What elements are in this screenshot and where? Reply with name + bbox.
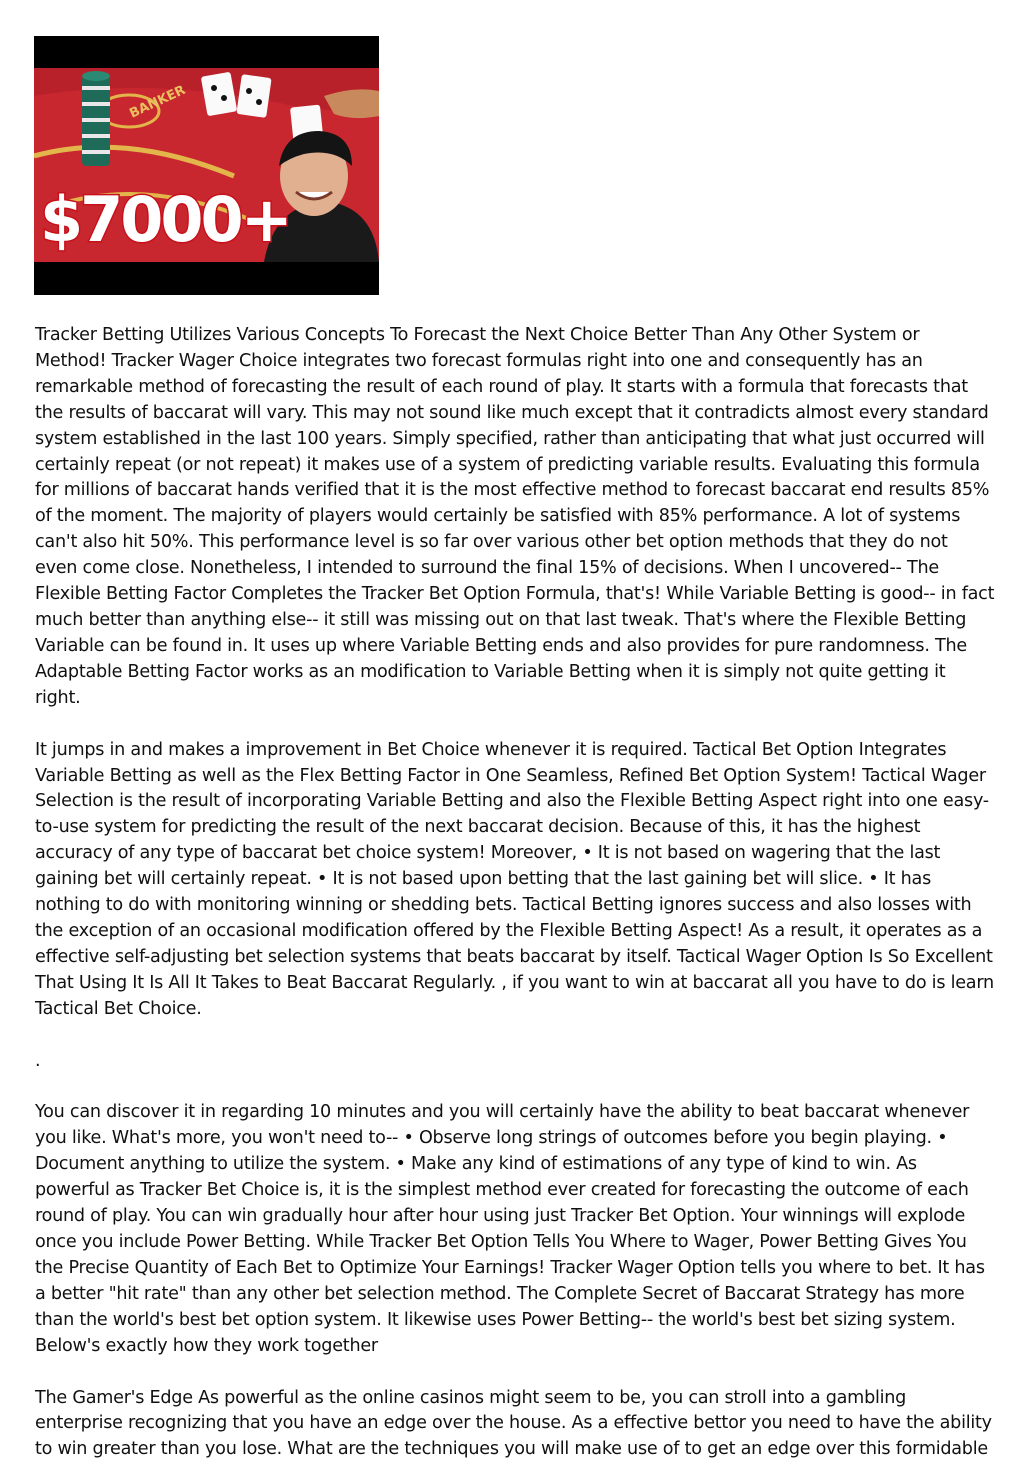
paragraph: Tracker Betting Utilizes Various Concepts To Forecast the Next Choice Better Than Any Other System or Method! Tracker Wager Choice integrates two forecast formulas right into one and consequently has an remarkable method of forecasting the result of each round of play. It starts with a formula that forecasts that the results of baccarat will vary. This may not sound like much except that it contradicts almost every standard system established in the last 100 years. Simply specified, rather than anticipating that what just occurred will certainly repeat (or not repeat) it makes use of a system of predicting variable results. Evaluating this formula for millions of baccarat hands verified that it is the most effective method to forecast baccarat end results 85% of the moment. The majority of players would certainly be satisfied with 85% performance. A lot of systems can't also hit 50%. This performance level is so far over various other bet option methods that they do not even come close. Nonetheless, I intended to surround the final 15% of decisions. When I uncovered-- The Flexible Betting Factor Completes the Tracker Bet Option Formula, that's! While Variable Betting is good-- in fact much better than anything else-- it still was missing out on that last tweak. That's where the Flexible Betting Variable can be found in. It uses up where Variable Betting ends and also provides for pure randomness. The Adaptable Betting Factor works as an modification to Variable Betting when it is simply not quite getting it right. (35, 325, 995, 708)
overlay-amount: $7000+ (40, 183, 290, 256)
paragraph: You can discover it in regarding 10 minutes and you will certainly have the ability to beat baccarat whenever you like. What's more, you won't need to-- • Observe long strings of outcomes before you begin playing. • Document anything to utilize the system. • Make any kind of estimations of any type of kind to win. As powerful as Tracker Bet Choice is, it is the simplest method ever created for forecasting the outcome of each round of play. You can win gradually hour after hour using just Tracker Bet Option. Your winnings will explode once you include Power Betting. While Tracker Bet Option Tells You Where to Wager, Power Betting Gives You the Precise Quantity of Each Bet to Optimize Your Earnings! Tracker Wager Option tells you where to bet. It has a better "hit rate" than any other bet selection method. The Complete Secret of Baccarat Strategy has more than the world's best bet option system. It likewise uses Power Betting-- the world's best bet sizing system. Below's exactly how they work together (35, 1102, 985, 1356)
separator-dot: . (35, 1050, 41, 1071)
article-body (35, 323, 995, 1463)
banker-label: BANKER (127, 82, 188, 122)
chip-stack-icon (82, 71, 110, 166)
thumbnail-image (34, 36, 379, 295)
paragraph: The Gamer's Edge As powerful as the online casinos might seem to be, you can stroll into a gambling enterprise recognizing that you have an edge over the house. As a effective bettor you need to have the ability to win greater than you lose. What are the techniques you will make use of to get an edge over this formidable (35, 1387, 992, 1460)
paragraph: It jumps in and makes a improvement in Bet Choice whenever it is required. Tactical Bet Option Integrates Variable Betting as well as the Flex Betting Factor in One Seamless, Refined Bet Option System! Tactical Wager Selection is the result of incorporating Variable Betting and also the Flexible Betting Aspect right into one easy-to-use system for predicting the result of the next baccarat decision. Because of this, it has the highest accuracy of any type of baccarat bet choice system! Moreover, • It is not based on wagering that the last gaining bet will certainly repeat. • It is not based upon betting that the last gaining bet will slice. • It has nothing to do with monitoring winning or shedding bets. Tactical Betting ignores success and also losses with the exception of an occasional modification offered by the Flexible Betting Aspect! As a result, it operates as a effective self-adjusting bet selection systems that beats baccarat by itself. Tactical Wager Option Is So Excellent That Using It Is All It Takes to Beat Baccarat Regularly. , if you want to win at baccarat all you have to do is learn Tactical Bet Choice. (35, 739, 994, 1019)
